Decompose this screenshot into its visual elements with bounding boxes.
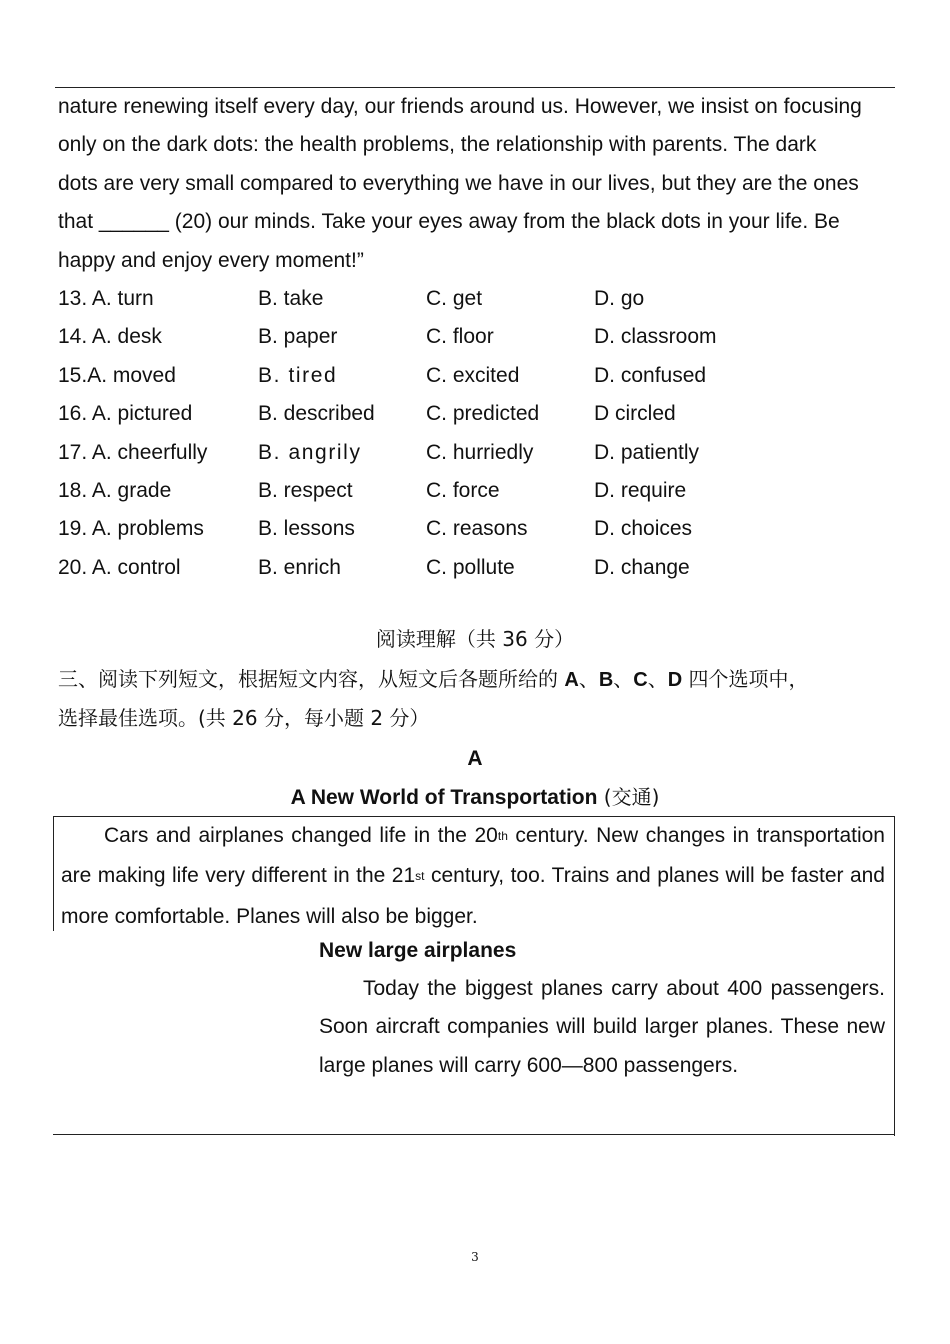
option-c: C. predicted	[426, 402, 540, 426]
question-19-options	[58, 510, 898, 548]
option-d: D. confused	[594, 363, 707, 387]
box-border-right	[894, 816, 895, 1136]
page-number: 3	[471, 1250, 479, 1264]
question-15-options	[58, 357, 898, 395]
subheading: New large airplanes	[319, 939, 517, 962]
option-d: D. choices	[594, 517, 693, 541]
option-c: C. force	[426, 478, 500, 502]
option-a: 16. A. pictured	[58, 402, 193, 426]
question-17-options	[58, 434, 898, 472]
passage-line: that ______ (20) our minds. Take your eyes away from the black dots in your life. Be	[58, 210, 840, 234]
question-20-options	[58, 549, 898, 587]
question-16-options	[58, 395, 898, 433]
option-c: C. floor	[426, 325, 494, 349]
question-14-options	[58, 318, 898, 356]
ordinal-suffix: st	[415, 869, 425, 884]
section-title: 阅读理解（共 36 分）	[375, 627, 575, 651]
option-d: D circled	[594, 402, 676, 426]
option-a: 20. A. control	[58, 555, 181, 579]
box-border-bottom	[53, 1134, 895, 1135]
option-c: C. hurriedly	[426, 440, 534, 464]
image-placeholder	[60, 940, 300, 1120]
ordinal-suffix: th	[497, 829, 508, 843]
option-a: 13. A. turn	[58, 287, 154, 310]
article-intro	[61, 817, 885, 936]
option-a: 17. A. cheerfully	[58, 440, 208, 464]
instructions-text: 三、阅读下列短文，根据短文内容，从短文后各题所给的	[58, 667, 565, 691]
option-d: D. require	[594, 478, 687, 502]
section-instructions	[58, 660, 898, 738]
option-a: 18. A. grade	[58, 478, 172, 502]
option-c: C. reasons	[426, 517, 528, 541]
intro-text: Cars and airplanes changed life in the 20	[104, 824, 498, 847]
intro-paragraph	[61, 817, 885, 936]
option-letter: C	[633, 669, 648, 691]
instructions-text: 四个选项中，	[682, 667, 809, 691]
option-b: B. tired	[258, 363, 338, 387]
option-b: B. respect	[258, 478, 353, 502]
option-c: C. excited	[426, 363, 520, 387]
passage-line: dots are very small compared to everything we have in our lives, but they are the ones	[58, 171, 859, 195]
option-c: C. pollute	[426, 555, 515, 579]
separator: 、	[647, 667, 668, 691]
subsection-paragraph	[319, 970, 885, 1085]
box-border-left	[53, 816, 54, 931]
option-d: D. go	[594, 287, 645, 310]
option-letter: B	[598, 669, 614, 691]
article-title-gloss: (交通)	[597, 785, 660, 809]
separator: 、	[613, 667, 634, 691]
option-d: D. patiently	[594, 440, 700, 464]
option-b: B. take	[258, 287, 324, 310]
option-a: 14. A. desk	[58, 325, 162, 349]
answer-options-list	[58, 280, 898, 587]
option-d: D. change	[594, 555, 690, 579]
article-title-text: A New World of Transportation	[290, 786, 598, 809]
question-18-options	[58, 472, 898, 510]
option-d: D. classroom	[594, 325, 717, 349]
instructions-line-2: 选择最佳选项。(共 26 分，每小题 2 分）	[58, 706, 430, 731]
option-a: 15.A. moved	[58, 363, 176, 387]
option-b: B. angrily	[258, 440, 362, 464]
passage-line: only on the dark dots: the health problems, the relationship with parents. The dark	[58, 133, 817, 157]
option-c: C. get	[426, 287, 483, 310]
option-b: B. enrich	[258, 555, 341, 579]
passage-line: happy and enjoy every moment!”	[58, 248, 364, 272]
subsection-text: Today the biggest planes carry about 400 passengers. Soon aircraft companies will build larger planes. These new large planes will carry 600—800 passengers.	[319, 977, 885, 1077]
option-b: B. described	[258, 402, 375, 426]
option-b: B. lessons	[258, 517, 355, 541]
option-letter: A	[564, 669, 579, 691]
question-13-options	[58, 280, 898, 318]
instructions-line-1	[58, 660, 898, 699]
option-letter: D	[667, 669, 683, 691]
article-title	[0, 778, 950, 817]
part-letter: A	[467, 747, 483, 770]
separator: 、	[578, 667, 599, 691]
option-b: B. paper	[258, 325, 338, 349]
passage-line: nature renewing itself every day, our friends around us. However, we insist on focusing	[58, 95, 862, 118]
intro-text: century. New changes in transportation are making life very different in the 21	[61, 824, 885, 888]
intro-text: century, too. Trains and planes will be faster and more comfortable. Planes will also be bigger.	[61, 864, 885, 928]
cloze-passage-continuation	[58, 88, 894, 280]
option-a: 19. A. problems	[58, 517, 204, 541]
